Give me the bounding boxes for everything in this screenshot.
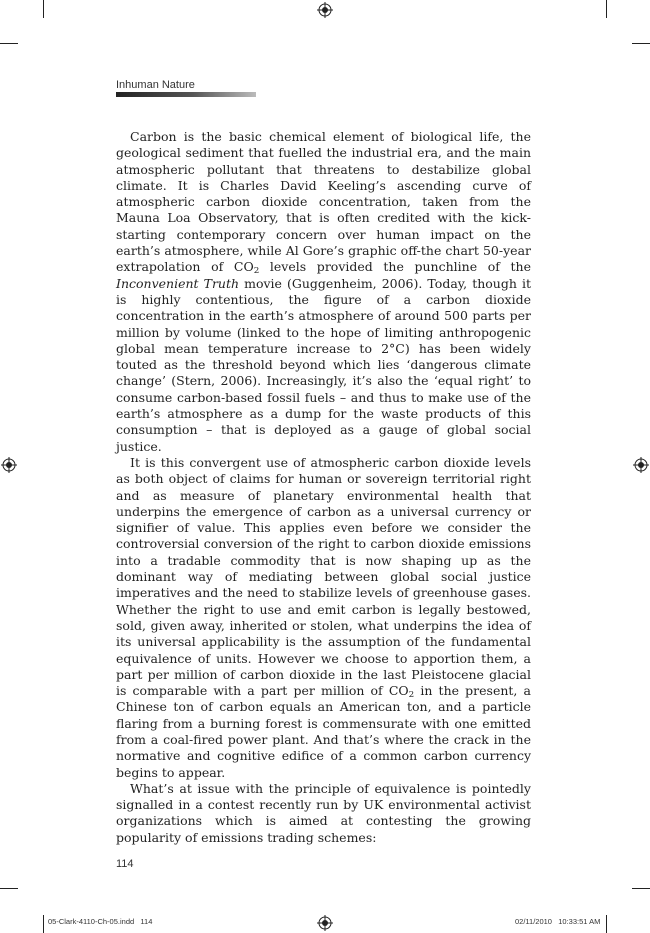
registration-mark-icon (317, 915, 333, 931)
registration-mark-icon (317, 2, 333, 18)
page-number: 114 (116, 858, 134, 870)
slug-timestamp: 02/11/2010 10:33:51 AM (515, 917, 601, 926)
crop-mark (0, 888, 18, 889)
crop-mark (0, 43, 18, 44)
paragraph: What’s at issue with the principle of equivalence is pointedly signalled in a contest recently run by UK environmental activist organizations which is aimed at contesting the growing popularity of emissions trading schemes: (116, 780, 531, 845)
slug-file-name: 05-Clark-4110-Ch-05.indd 114 (48, 917, 153, 926)
crop-mark (43, 915, 44, 933)
crop-mark (632, 888, 650, 889)
crop-mark (632, 43, 650, 44)
registration-mark-icon (633, 457, 649, 473)
paragraph: Carbon is the basic chemical element of biological life, the geological sediment that fuelled the industrial era, and the main atmospheric pollutant that threatens to destabilize global climate. It is Charles David Keeling’s ascending curve of atmospheric carbon dioxide concentration, taken from the Mauna Loa Observatory, that is often credited with the kick-starting contemporary concern over human impact on the earth’s atmosphere, while Al Gore’s graphic off-the chart 50-year extrapolation of $CO_2$ levels provided the punchline of the Inconvenient Truth movie (Guggenheim, 2006). Today, though it is highly contentious, the figure of a carbon dioxide concentration in the earth’s atmosphere of around 500 parts per million by volume (linked to the hope of limiting anthropogenic global mean temperature increase to 2°C) has been widely touted as the threshold beyond which lies ‘dangerous climate change’ (Stern, 2006). Increasingly, it’s also the ‘equal right’ to consume carbon-based fossil fuels – and thus to make use of the earth’s atmosphere as a dump for the waste products of this consumption – that is deployed as a gauge of global social justice. (116, 129, 531, 454)
crop-mark (43, 0, 44, 18)
crop-mark (606, 0, 607, 18)
body-text (116, 129, 531, 846)
running-head: Inhuman Nature (116, 79, 195, 91)
crop-mark (606, 915, 607, 933)
registration-mark-icon (1, 457, 17, 473)
header-rule (116, 92, 256, 97)
paragraph: It is this convergent use of atmospheric carbon dioxide levels as both object of claims for human or sovereign territorial right and as measure of planetary environmental health that underpins the emergence of carbon as a universal currency or signifier of value. This applies even before we consider the controversial conversion of the right to carbon dioxide emissions into a tradable commodity that is now shaping up as the dominant way of mediating between global social justice imperatives and the need to stabilize levels of greenhouse gases. Whether the right to use and emit carbon is legally bestowed, sold, given away, inherited or stolen, what underpins the idea of its universal applicability is the assumption of the fundamental equivalence of units. However we choose to apportion them, a part per million of carbon dioxide in the last Pleistocene glacial is comparable with a part per million of $CO_2$ in the present, a Chinese ton of carbon equals an American ton, and a particle flaring from a burning forest is commensurate with one emitted from a coal-fired power plant. And that’s where the crack in the normative and cognitive edifice of a common carbon currency begins to appear. (116, 454, 531, 780)
